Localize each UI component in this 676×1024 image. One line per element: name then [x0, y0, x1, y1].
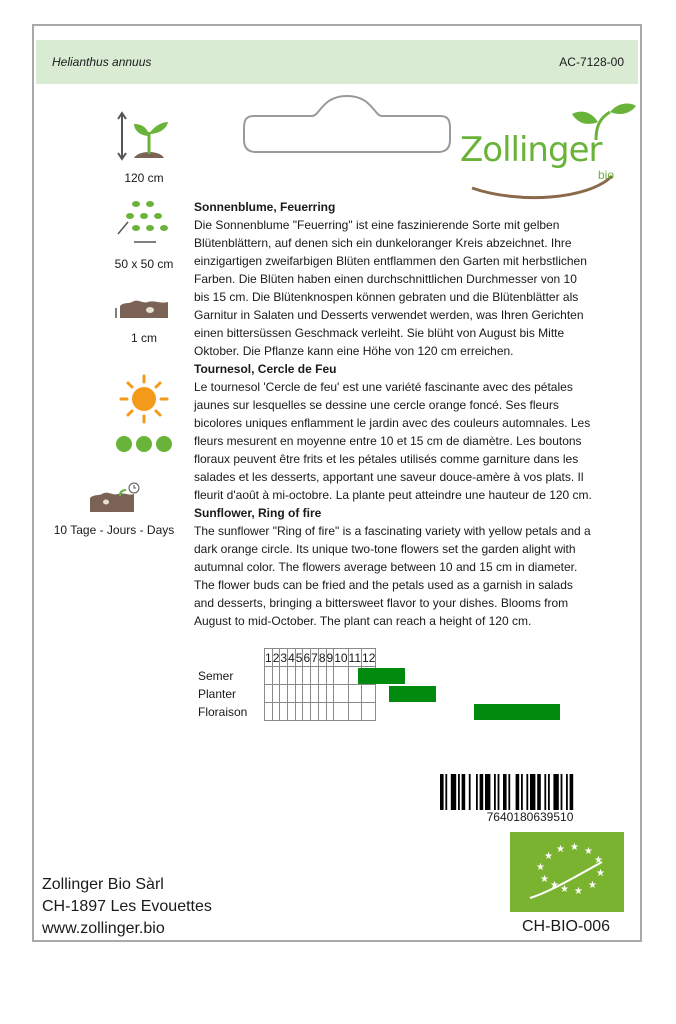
svg-text:★: ★: [574, 886, 583, 897]
zollinger-logo: [458, 96, 638, 200]
germination-label: 10 Tage - Jours - Days: [53, 523, 175, 537]
month-cell: 1: [265, 650, 272, 665]
height-info: [94, 110, 194, 185]
row-label-plant: Planter: [198, 687, 237, 701]
row-label-bloom: Floraison: [198, 705, 248, 719]
calendar-row-bloom: [265, 703, 376, 721]
eu-control-code: CH-BIO-006: [522, 918, 611, 935]
article-code: AC-7128-00: [559, 55, 624, 69]
watering-info: [94, 434, 194, 459]
de-text: Die Sonnenblume "Feuerring" ist eine faszinierende Sorte mit gelben Blütenblättern, auf denen sich ein dunkeloranger Kreis abzeichnet. Ihre einzigartigen zweifarbigen Blüten entflammen den Garten mit herbstlichen Farben. Die Blüten haben einen durchschnittlichen Durchmesser von 10 bis 15 cm. Die Blütenknospen können gebraten und die Blütenblätter als Garnitur in Salaten und Desserts verwendet werden, was Ihren Gerichten einen bittersüssen Geschmack verleiht. Sie blüht von August bis Mitte Oktober. Die Pflanze kann eine Höhe von 120 cm erreichen.: [194, 218, 587, 358]
germination-clock-icon: [84, 482, 144, 514]
fr-title: Tournesol, Cercle de Feu: [194, 362, 337, 376]
description: [194, 198, 594, 630]
sun-icon: [119, 374, 169, 424]
latin-name: Helianthus annuus: [52, 55, 152, 69]
month-cell: 5: [295, 650, 303, 665]
spacing-info: [94, 198, 194, 271]
row-label-sow: Semer: [198, 669, 234, 683]
calendar-bar: [474, 704, 559, 720]
month-cell: 8: [318, 650, 326, 665]
plant-height-icon: [114, 110, 174, 162]
header-band: [36, 40, 638, 84]
spacing-label: 50 x 50 cm: [114, 257, 174, 271]
hanger-hook-outline: [242, 90, 452, 154]
month-cell: 3: [280, 650, 288, 665]
sun-exposure-info: [94, 374, 194, 429]
barcode-number: 7640180639510: [486, 810, 574, 824]
svg-text:★: ★: [570, 842, 579, 853]
calendar-grid: [264, 648, 376, 721]
plant-spacing-icon: [114, 198, 174, 248]
logo-brand-text: Zollinger: [460, 130, 602, 170]
logo-bio-text: bio: [598, 168, 615, 182]
company-city: CH-1897 Les Evouettes: [42, 898, 212, 915]
svg-text:★: ★: [544, 851, 553, 862]
height-label: 120 cm: [124, 171, 164, 185]
barcode: [440, 774, 620, 810]
company-name: Zollinger Bio Sàrl: [42, 876, 164, 893]
month-cell: 11: [348, 650, 362, 665]
svg-text:★: ★: [584, 846, 593, 857]
svg-text:★: ★: [550, 880, 559, 891]
svg-text:★: ★: [588, 880, 597, 891]
month-cell: 4: [288, 650, 295, 665]
month-cell: 6: [303, 650, 311, 665]
en-title: Sunflower, Ring of fire: [194, 506, 322, 520]
svg-text:★: ★: [596, 868, 605, 879]
seed-packet-card: [32, 24, 642, 942]
month-cell: 2: [272, 650, 280, 665]
germination-info: [50, 482, 178, 537]
depth-label: 1 cm: [130, 331, 157, 345]
depth-info: [94, 294, 194, 345]
company-website[interactable]: www.zollinger.bio: [42, 920, 165, 937]
eu-organic-logo: [510, 832, 624, 912]
water-drops-icon: [114, 434, 174, 454]
svg-text:★: ★: [560, 884, 569, 895]
calendar-month-row: [265, 649, 376, 667]
sowing-depth-icon: [114, 294, 174, 322]
calendar-bar: [389, 686, 436, 702]
month-cell: 7: [311, 650, 318, 665]
month-cell: 9: [326, 650, 334, 665]
svg-text:★: ★: [556, 844, 565, 855]
month-cell: 12: [362, 650, 376, 665]
month-cell: 10: [334, 650, 348, 665]
svg-text:★: ★: [594, 855, 603, 866]
svg-text:★: ★: [540, 874, 549, 885]
de-title: Sonnenblume, Feuerring: [194, 200, 336, 214]
company-address: [42, 874, 212, 940]
svg-text:★: ★: [536, 862, 545, 873]
en-text: The sunflower "Ring of fire" is a fascinating variety with yellow petals and a dark orange circle. Its unique two-tone flowers set the garden alight with autumnal color. The flowers average between 10 and 15 cm in diameter. The flower buds can be fried and the petals used as a garnish in salads and desserts, bringing a bittersweet flavor to your dishes. Blooms from August to mid-October. The plant can reach a height of 120 cm.: [194, 524, 591, 628]
calendar-row-plant: [265, 685, 376, 703]
calendar-bar: [358, 668, 405, 684]
fr-text: Le tournesol 'Cercle de feu' est une variété fascinante avec des pétales jaunes sur lesquelles se dessine une cercle orange foncé. Ses fleurs bicolores uniques enflamment le jardin avec des couleurs automnales. Les fleurs mesurent en moyenne entre 10 et 15 cm de diamètre. Les boutons floraux peuvent être frits et les pétales utilisés comme garniture dans les salades et les desserts, apportant une saveur douce-amère à vos plats. Il fleurit d'août à mi-octobre. La plante peut atteindre une hauteur de 120 cm.: [194, 380, 592, 502]
eu-leaf-stars-icon: [510, 832, 624, 912]
